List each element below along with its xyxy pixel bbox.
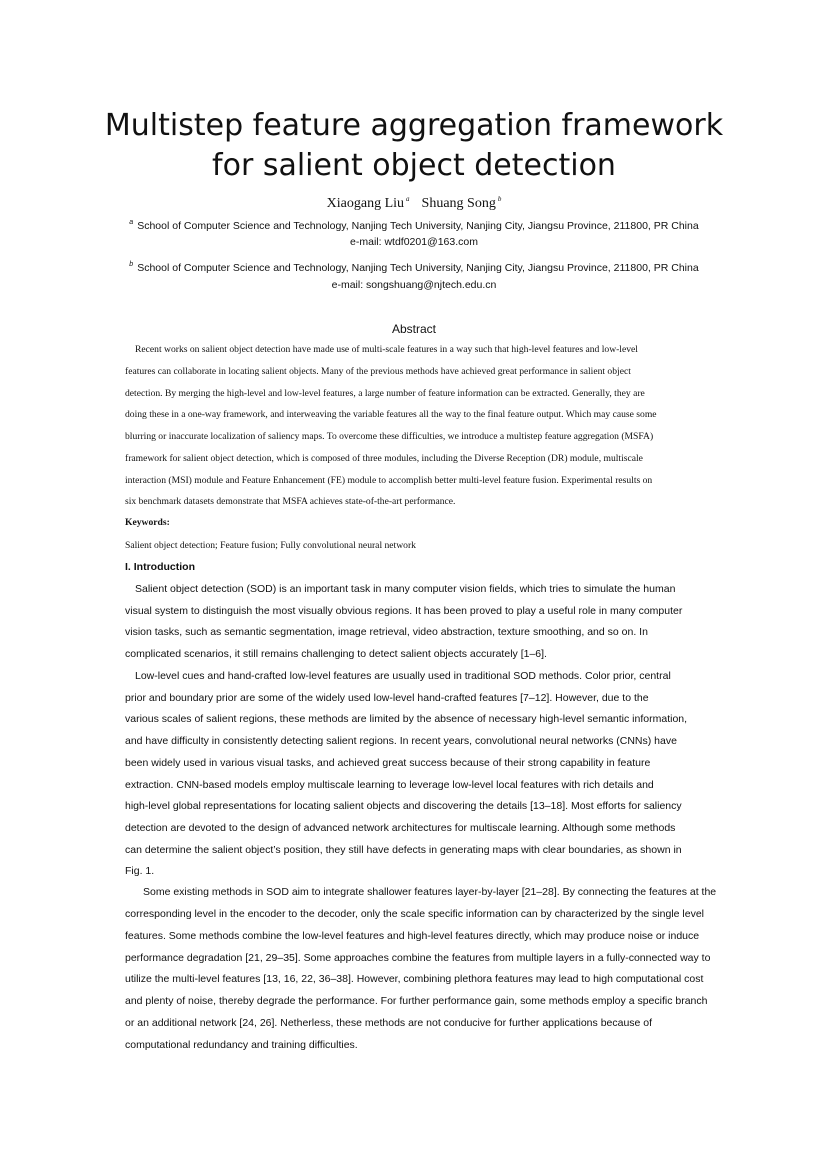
- author-affiliation-mark: a: [406, 195, 410, 203]
- paragraph-line: Fig. 1.: [125, 865, 155, 877]
- paragraph-line: and have difficulty in consistently detecting salient regions. In recent years, convolutional neural networks (CNNs) have: [125, 735, 677, 747]
- affiliation-text: School of Computer Science and Technology, Nanjing Tech University, Nanjing City, Jiangsu Province, 211800, PR China: [137, 262, 699, 274]
- affiliation-a: [0, 216, 828, 233]
- affiliation-mark: a: [129, 219, 134, 226]
- paragraph-line: various scales of salient regions, these methods are limited by the absence of necessary high-level semantic information,: [125, 713, 688, 725]
- paper-title-line-2: for salient object detection: [212, 148, 616, 183]
- keywords-text: Salient object detection; Feature fusion; Fully convolutional neural network: [125, 540, 416, 551]
- paragraph-line: prior and boundary prior are some of the widely used low-level hand-crafted features [7–12]. However, due to the: [125, 692, 649, 704]
- abstract-line: features can collaborate in locating salient objects. Many of the previous methods have achieved great performance in salient object: [125, 366, 631, 377]
- section-heading-introduction: I. Introduction: [125, 561, 195, 573]
- paragraph-line: utilize the multi-level features [13, 16, 22, 36–38]. However, combining plethora features may lead to high computational cost: [125, 973, 704, 985]
- paragraph-line: features. Some methods combine the low-level features and high-level features directly, which may produce noise or induce: [125, 930, 700, 942]
- paragraph-line: or an additional network [24, 26]. Netherless, these methods are not conducive for further applications because of: [125, 1017, 653, 1029]
- affiliation-b-email: e-mail: songshuang@njtech.edu.cn: [331, 279, 497, 291]
- paragraph-line: detection are devoted to the design of advanced network architectures for multiscale learning. Although some methods: [125, 822, 676, 834]
- paragraph-line: Salient object detection (SOD) is an important task in many computer vision fields, which tries to simulate the human: [135, 583, 676, 595]
- paper-title-line-1: Multistep feature aggregation framework: [104, 108, 724, 143]
- abstract-line: doing these in a one-way framework, and interweaving the variable features all the way to the final feature output. Which may cause some: [125, 409, 657, 420]
- affiliation-a-email: e-mail: wtdf0201@163.com: [350, 236, 478, 248]
- abstract-line: interaction (MSI) module and Feature Enhancement (FE) module to accomplish better multi-level feature fusion. Experimental results on: [125, 475, 653, 486]
- paragraph-line: and plenty of noise, thereby degrade the performance. For further performance gain, some methods employ a specific branch: [125, 995, 708, 1007]
- author-affiliation-mark: b: [497, 195, 502, 203]
- paragraph-line: vision tasks, such as semantic segmentation, image retrieval, video abstraction, texture smoothing, and so on. In: [125, 626, 648, 638]
- author-list: [0, 190, 828, 213]
- affiliation-b: [0, 258, 828, 275]
- paragraph-line: can determine the salient object’s position, they still have defects in generating maps with clear boundaries, as shown in: [125, 844, 682, 856]
- paragraph-line: performance degradation [21, 29–35]. Some approaches combine the features from multiple layers in a fully-connected way to: [125, 952, 711, 964]
- paragraph-line: corresponding level in the encoder to the decoder, only the scale specific information can by characterized by the single level: [125, 908, 705, 920]
- affiliation-mark: b: [129, 261, 134, 268]
- abstract-line: blurring or inaccurate localization of saliency maps. To overcome these difficulties, we introduce a multistep feature aggregation (MSFA): [125, 431, 654, 442]
- paragraph-line: visual system to distinguish the most visually obvious regions. It has been proved to play a useful role in many computer: [125, 605, 683, 617]
- author-name: Shuang Song: [421, 196, 496, 211]
- paragraph-line: been widely used in various visual tasks, and achieved great success because of their strong capability in feature: [125, 757, 651, 769]
- abstract-heading: Abstract: [391, 322, 436, 336]
- paragraph-line: computational redundancy and training difficulties.: [125, 1039, 358, 1051]
- paragraph-line: high-level global representations for locating salient objects and discovering the details [13–18]. Most efforts for saliency: [125, 800, 682, 812]
- keywords-heading: Keywords:: [125, 517, 170, 528]
- paragraph-line: Low-level cues and hand-crafted low-level features are usually used in traditional SOD methods. Color prior, central: [135, 670, 671, 682]
- affiliation-text: School of Computer Science and Technology, Nanjing Tech University, Nanjing City, Jiangsu Province, 211800, PR China: [137, 220, 699, 232]
- paragraph-line: Some existing methods in SOD aim to integrate shallower features layer-by-layer [21–28]. By connecting the features at the: [143, 886, 717, 898]
- paragraph-line: extraction. CNN-based models employ multiscale learning to leverage low-level local features with rich details and: [125, 779, 654, 791]
- abstract-line: six benchmark datasets demonstrate that MSFA achieves state-of-the-art performance.: [125, 496, 456, 507]
- paragraph-line: complicated scenarios, it still remains challenging to detect salient objects accurately [1–6].: [125, 648, 547, 660]
- abstract-line: framework for salient object detection, which is composed of three modules, including the Diverse Reception (DR) module, multiscale: [125, 453, 643, 464]
- abstract-line: Recent works on salient object detection have made use of multi-scale features in a way such that high-level features and low-level: [135, 344, 638, 355]
- abstract-line: detection. By merging the high-level and low-level features, a large number of feature information can be extracted. Generally, they are: [125, 388, 645, 399]
- author-name: Xiaogang Liu: [326, 196, 405, 211]
